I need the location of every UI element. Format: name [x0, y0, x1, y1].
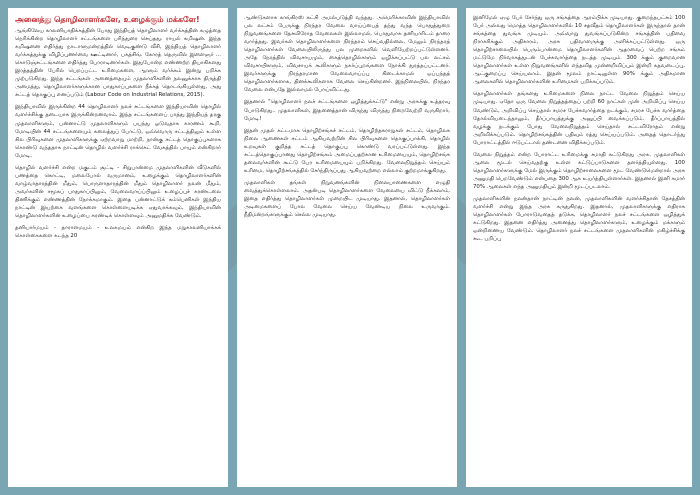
paragraph: தொழிலாளர்கள் தங்களது உரிமைகளை நிலை நாட்ட வேலை நிறுத்தம் செய்ய முடியாது. ஏதோ ஒரு வேலை நிறுத்தத்தைப் பற்றி 60 நாட்கள் முன் அறிவிப்பு செய்ய வேண்டும், அறிவிப்பு செய்தால் சமரச பேச்சுவார்த்தை நடக்கும், சமரச பேச்சு வார்த்தை தோல்வியடைந்தாலும், தீர்ப்பாயத்துக்கு அனுப்பி வைக்கப்படும். தீர்ப்பாயத்தில் வழக்கு நடக்கும் போது வேலைநிறுத்தம் செய்தால் சட்டவிரோதம் என்று அறிவிக்கப்படும். தொழிற்சங்கத்தின் பதிவும் ரத்து செய்யப்படும். அதைத் தொடர்ந்து போராட்டத்தில் ஈடுபட்டால் தண்டனை விதிக்கப்படும்.: [473, 91, 685, 146]
paragraph: இதன் முதல் கட்டமாக தொழிற்சங்கச் சட்டம், தொழிற்தகராறுகள் சட்டம், தொழிலக நிலை ஆணைகள் சட்டம் ஆகியவற்றின் சில பிரிவுகளை தொகுப்பாக்கி, தொழில் உறவுகள் குறித்த சட்டத் தொகுப்பு கொண்டு வரப்பட்டுள்ளது. இந்த சட்டத்தொகுப்பானது தொழிற்சங்கம் அமைப்பதற்கான உரிமையையும், தொழிற்சங்க தலைவர்களின் கூட்டு பேர உரிமையையும் பறிக்கிறது. வேலைநிறுத்தம் செய்யும் உரிமை, தொழிற்சங்கத்தில் சேர்ந்திருப்பது ஆகியவற்றை எல்லாம் குற்றமாக்குகிறது.: [244, 127, 450, 174]
paragraph: இனிமேல் ஏழு பேர் சேர்ந்து ஒரு சங்கத்தை ஆரம்பிக்க முடியாது. குறைந்தபட்சம் 100 பேர் அல்லது மொத்த தொழிலாளர்களில் 10 சதவீதம் தொழிலாளர்கள் இருந்தால் தான் சங்கத்தை துவங்க முடியும். அவ்வாறு துவங்கப்படுகின்ற சங்கத்தின் பதிவை நிராகரிக்கும் அதிகாரம், அரசு பதிவாளருக்கு அளிக்கப்பட்டுள்ளது. ஒரு தொழிற்சாலையில் பெரும்பான்மை தொழிலாளர்களின் ஆதரவைப் பெற்ற சங்கம் மட்டுமே நிர்வாகத்துடன் பேச்சுவார்த்தை நடத்த முடியும். 300 க்கும் குறைவான தொழிலாளர்கள் உள்ள நிறுவனங்களில் எந்தவித முன்னறிவிப்பும் இன்றி கதவடைப்பு, ஆட்குறைப்பு செய்யலாம். இதன் மூலம் நாட்டிலுள்ள 90% க்கும் அதிகமான ஆலைகளில் தொழிலாளர்களின் உரிமைகள் பறிக்கப்படும்.: [473, 15, 685, 86]
paragraph: முதலாளிகளின் நலன்தான் நாட்டின் நலன், முதலாளிகளின் வளர்ச்சிதான் தேசத்தின் வளர்ச்சி என்று இந்த அரசு கருதுகிறது. இதனால், முதலாளிகளுக்கு எதிராக தொழிலாளர்கள் போராடுவதைத் தடுக்க, தொழிலாளர் நலச் சட்டங்களை ஒழித்துக் கட்டுகிறது. இதனை எதிர்த்து அனைத்து தொழிலாளர்களும், உழைக்கும் மக்களும் ஒன்றிணைய வேண்டும். தொழிலாளர் நலச் சட்டங்களை முதலாளிகளின் மகிழ்ச்சிக்கு கூட பறிப்பு: [473, 195, 685, 243]
paragraph: தொழில் வளர்ச்சி என்ற மகுடம் சூட்டி - சிறுபான்மை முதலாளிகளின் வீடுகளில் பணத்தை கொட்டி, மலைபோல் வருமானம், உழைக்கும் தொழிலாளர்களின் வாழ்வாதாரத்தின் மீதும், பொருளாதாரத்தின் மீதும் தொழிலாளர் நலன் மீதும், அவர்களின் சமூகப் பாதுகாப்பிலும், வேலைவாய்ப்பிலும் உழைப்புச் சுரண்டலை திணிக்கும் எண்ணத்தின் நோக்கமாகும். இதை பன்னாட்டுக் கம்பெனிகள் இந்திய நாட்டின் இயற்கை வளங்களை கொள்ளையடிக்க ஏதுவாக்கவும், இந்தியாவின் தொழிலாளர்களின் உழைப்பை சுரண்டிக் கொள்ளவும் அனுமதிக்க வேண்டும்.: [15, 164, 221, 220]
text-column-right: [466, 8, 692, 487]
text-column-middle: [237, 8, 457, 487]
paragraph: ஆண்டுகளாக காங்கிரஸ் கட்சி அமல்படுத்தி வந்தது. அமெரிக்காவின் இந்தியாவில் பல லட்சம் பேருக்கு நிரந்தர வேலை வாய்ப்பைத் தந்து வந்த பொதுத்துறை நிறுவனங்களை தேசவிரோத வேலைகள் இல்லாமல், பொதுவாக தனியாரிடம் தாரை வார்த்தது. இவர்கள் தொழிலாளர்களை நிரந்தரம் செய்வதில்லை, மேலும் நிரந்தரத் தொழிலாளர்கள் வேலையிலிருந்து பல முறைகளில் வெளியேற்றப்பட்டுள்ளனர். அதே நேரத்தில் விவசாயமும், கைத்தொழில்களும் ஒழிக்கப்பட்டு பல லட்சம் விவசாயிகளும், விவசாயக் கூலிகளும் நகர்ப்புறங்களை நோக்கி துரத்தப்பட்டனர். இவர்களுக்கு நிரந்தரமான வேலைவாய்ப்பு கிடைக்காமல் ஒப்பந்தத் தொழிலாளர்களாக, தினக்கூலிகளாக வேலை செய்கின்றனர். இந்நிலையில், நிரந்தர வேலை என்பதே இல்லாமல் போய்விட்டது.: [244, 15, 450, 94]
paragraph: தனியார்மயம் - தாராளமயம் - உலகமயம் என்கிற இந்த மறுகாலனியாக்கக் கொள்கைகளை கடந்த 20: [15, 225, 221, 240]
article-heading: அனைத்து தொழிலாளர்களே, உழைக்கும் மக்களே!: [15, 15, 200, 24]
paragraph: இதனால் "தொழிலாளர் நலச் சட்டங்களை ஒழித்துக்கட்டு" என்று அரசுக்கு உத்தரவு போடுகிறது.. முதலாளிகள், இதனைத்தான் விருந்து விருந்து நிறைவேற்றி வருகிறார், மோடி!: [244, 99, 450, 122]
paragraph: இந்தியாவில் இருக்கின்ற 44 தொழிலாளர் நலச் சட்டங்களை இந்தியாவின் தொழில் வளர்ச்சிக்கு தடையாக இருக்கின்றனவாம். இந்த சட்டங்களைப் பாத்து இந்தியத் தரகு முதலாளிகளும், பன்னாட்டு முதலாளிகளும் பயந்து ஓடுவதாக காரணம் கூறி, மோடியின் 44 சட்டங்களையும் கலைத்துப் போட்டு, ஒவ்வொரு சட்டத்திலும் உள்ள சில பிரிவுகளை முதலாளிகளுக்கு ஏற்றவாறு மாற்றி, நான்கு சட்டத் தொகுப்புகளாக கொண்டு வந்ததாக நாட்டின் தொழில் வளர்ச்சி ராக்கெட் வேகத்தில் பாயும் என்கிறார் மோடி.: [15, 104, 221, 159]
paragraph: ஆங்கிலேய காலனியாதிக்கத்தின் போது இந்தியத் தொழிலாளர் வர்க்கத்தின் கழுத்தை நெரிக்கின்ற தொழிலாளர் சட்டங்களை பரிந்துரை செய்தது. ராயல் கமிஷன். இந்த கமிஷனை எதிர்த்து நாடாளுமன்றத்தில் வெடிகுண்டு வீசி, இந்தியத் தொழிலாளர் வர்க்கத்துக்கு விழிப்புணர்வை ஊட்டினார், பகத்சிங். கோரத் தெருவில் இளைஞர் ... கொடுஞ்சட்டங்களை எதிர்த்து போராடினார்கள். இதுபோன்ற எண்ணற்ற தியாகிகளது இரத்தத்தின் பேரில் பெறப்பட்ட உரிமைகளை, ஆளும் வர்க்கம் இன்று பறிக்க முற்படுகிறது. இந்த சட்டங்கள் அனைத்தையும் முதலாளிகளின் நலனுக்காக திருத்தி அமைத்து, தொழிலாளர்களுக்கான பாதுகாப்புகளை நீக்கத் தொடங்கியுள்ளது, அது சட்டத் தொகுப்பு எனப்படும் (Labour Code on Industrial Relations, 2015).: [15, 28, 221, 99]
paragraph: வேலை நிறுத்தம் என்ற போராட்ட உரிமைக்கு சமாதி கட்டுகிறது அரசு. முதலாளிகள் ஆலை மூடல் செய்வதற்கு உள்ள கட்டுப்பாடுகளை தளர்த்தியுள்ளது. 100 தொழிலாளர்களுக்கு மேல் இருக்கும் தொழிற்சாலைகளை மூட வேண்டுமென்றால் அரசு அனுமதி பெறவேண்டும் என்பதை 300 ஆக உயர்த்தியுள்ளார்கள். இதனால் இனி சுமார் 70% ஆலைகள் எந்த அனுமதியும் இன்றி மூடப்படலாம்.: [473, 151, 685, 190]
paragraph: முதலாளிகள் தங்கள் நிறுவனங்களின் நிலையாணைகளை எழுதி வைத்துக்கொள்ளலாம். அதன்படி தொழிலாளர்களை வேலையை விட்டு நீக்கலாம், இதை எதிர்த்து தொழிலாளர்கள் முறையிட முடியாது. இதனால், தொழிலாளர்கள் அடிமைகளைப் போல வேலை செய்ய வேண்டிய நிலை உருவாகும். நீதிமன்றங்களுக்கும் செல்ல முடியாது.: [244, 179, 450, 219]
text-column-left: [8, 8, 228, 487]
